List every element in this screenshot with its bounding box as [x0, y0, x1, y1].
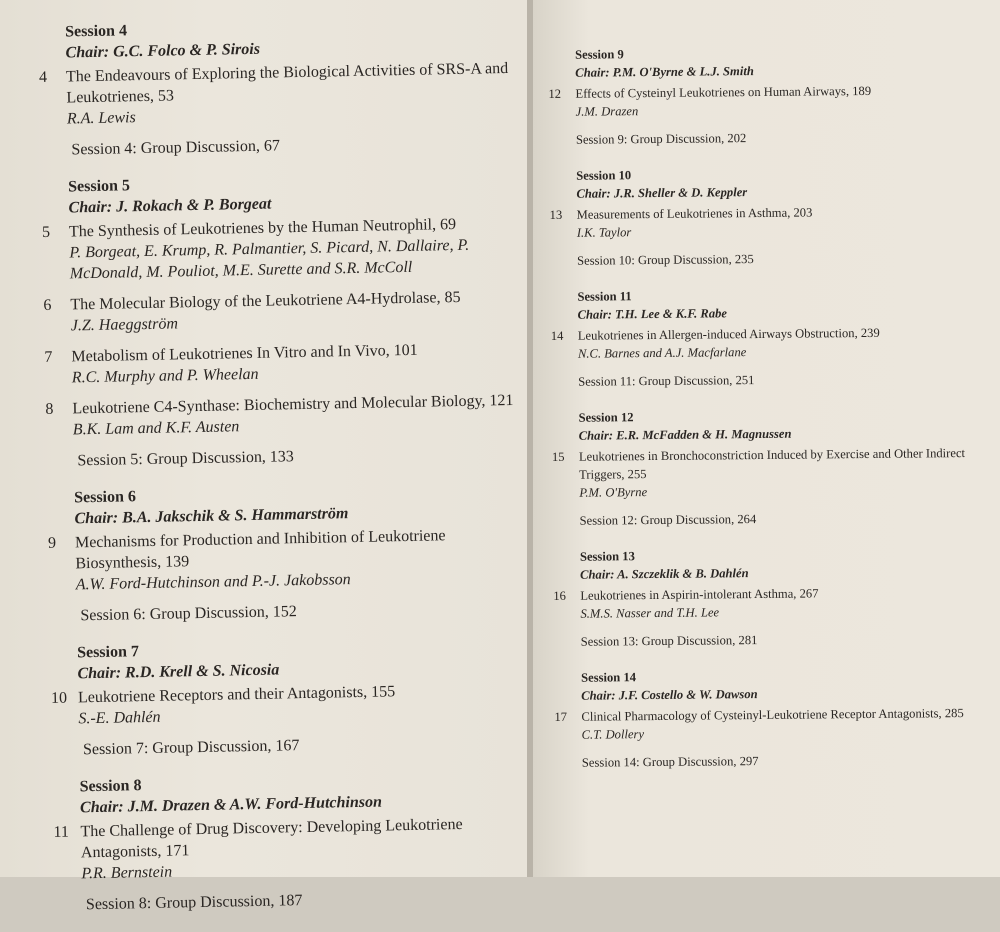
session-title: Session 4 — [65, 22, 128, 41]
chapter-number: 11 — [53, 823, 70, 841]
chapter-entry — [550, 202, 975, 242]
chapter-entry — [43, 286, 514, 337]
session-title: Session 14 — [580, 670, 637, 685]
chapter-entry — [548, 81, 973, 121]
session-block — [550, 284, 976, 391]
session-chair: Chair: P.M. O'Byrne & L.J. Smith — [575, 64, 754, 80]
session-title: Session 7 — [76, 643, 140, 662]
chapter-number: 17 — [554, 709, 568, 724]
chapter-entry — [45, 390, 516, 441]
group-discussion: Session 14: Group Discussion, 297 — [581, 754, 759, 770]
session-chair: Chair: J.M. Drazen & A.W. Ford-Hutchinson — [79, 793, 383, 817]
chapter-body — [70, 286, 514, 336]
chapter-entry — [552, 444, 977, 502]
chapter-authors: J.Z. Haeggström — [70, 315, 179, 335]
group-discussion: Session 11: Group Discussion, 251 — [578, 373, 755, 389]
session-title: Session 13 — [579, 549, 635, 564]
session-chair: Chair: B.A. Jakschik & S. Hammarström — [74, 505, 349, 528]
group-discussion: Session 6: Group Discussion, 152 — [80, 603, 297, 625]
session-block — [551, 405, 977, 530]
chapter-number: 10 — [50, 689, 68, 707]
chapter-body — [581, 704, 979, 744]
chapter-body — [75, 524, 519, 595]
session-title: Session 9 — [575, 47, 624, 62]
chapter-entry — [553, 583, 978, 623]
group-discussion: Session 7: Group Discussion, 167 — [82, 737, 300, 759]
chapter-number: 5 — [41, 223, 51, 241]
session-title: Session 8 — [79, 777, 142, 796]
chapter-number: 16 — [553, 588, 566, 603]
chapter-authors: N.C. Barnes and A.J. Macfarlane — [577, 345, 747, 361]
chapter-number: 13 — [549, 207, 563, 222]
chapter-entry — [44, 338, 515, 389]
session-title: Session 10 — [576, 168, 632, 183]
chapter-entry — [554, 704, 979, 744]
chapter-number: 4 — [38, 68, 48, 86]
session-chair: Chair: G.C. Folco & P. Sirois — [65, 40, 261, 62]
chapter-authors: P.M. O'Byrne — [579, 485, 648, 500]
chapter-title: Mechanisms for Production and Inhibition of Leukotriene Biosynthesis, 139 — [74, 527, 446, 573]
session-block — [41, 168, 517, 472]
chapter-title: Leukotriene Receptors and their Antagonists, 155 — [77, 683, 396, 707]
session-title: Session 6 — [73, 488, 137, 507]
chapter-authors: J.M. Drazen — [575, 104, 639, 119]
chapter-body — [575, 81, 973, 121]
chapter-body — [80, 813, 524, 884]
session-block — [38, 13, 511, 161]
chapter-authors: R.C. Murphy and P. Wheelan — [71, 365, 259, 387]
chapter-title: Leukotrienes in Allergen-induced Airways Obstruction, 239 — [577, 325, 880, 343]
session-chair: Chair: E.R. McFadden & H. Magnussen — [578, 426, 792, 443]
chapter-body — [580, 583, 978, 623]
session-chair: Chair: A. Szczeklik & B. Dahlén — [580, 566, 749, 582]
chapter-title: Measurements of Leukotrienes in Asthma, 203 — [576, 205, 813, 222]
session-block — [554, 665, 980, 772]
group-discussion: Session 10: Group Discussion, 235 — [576, 252, 754, 268]
chapter-number: 7 — [44, 348, 53, 366]
session-chair: Chair: J.F. Costello & W. Dawson — [581, 687, 758, 703]
chapter-title: The Challenge of Drug Discovery: Developing Leukotriene Antagonists, 171 — [80, 815, 463, 862]
chapter-body — [579, 444, 978, 502]
chapter-body — [66, 58, 510, 129]
chapter-title: Clinical Pharmacology of Cysteinyl-Leukotriene Receptor Antagonists, 285 — [581, 706, 964, 724]
session-chair: Chair: T.H. Lee & K.F. Rabe — [577, 306, 728, 322]
session-block — [548, 42, 974, 149]
session-chair: Chair: J.R. Sheller & D. Keppler — [576, 185, 748, 201]
chapter-number: 14 — [550, 328, 564, 343]
chapter-title: Effects of Cysteinyl Leukotrienes on Human Airways, 189 — [575, 83, 872, 101]
chapter-authors: B.K. Lam and K.F. Austen — [72, 418, 240, 439]
session-block — [47, 479, 520, 627]
chapter-number: 15 — [551, 449, 565, 464]
chapter-body — [577, 202, 975, 242]
chapter-authors: S.M.S. Nasser and T.H. Lee — [580, 605, 720, 621]
chapter-title: The Endeavours of Exploring the Biological Activities of SRS-A and Leukotrienes, 53 — [65, 59, 509, 107]
chapter-authors: A.W. Ford-Hutchinson and P.-J. Jakobsson — [75, 571, 351, 594]
chapter-title: Leukotrienes in Aspirin-intolerant Asthma, 267 — [580, 586, 819, 603]
group-discussion: Session 8: Group Discussion, 187 — [85, 892, 303, 914]
session-block — [50, 634, 522, 761]
chapter-title: Leukotriene C4-Synthase: Biochemistry and Molecular Biology, 121 — [72, 391, 514, 418]
chapter-authors: R.A. Lewis — [66, 109, 136, 128]
session-block — [553, 544, 979, 651]
chapter-body — [69, 213, 513, 284]
chapter-body — [71, 338, 515, 388]
chapter-number: 12 — [548, 86, 562, 101]
chapter-authors: S.-E. Dahlén — [78, 708, 161, 728]
chapter-title: Metabolism of Leukotrienes In Vitro and In Vivo, 101 — [71, 341, 418, 366]
chapter-entry — [551, 323, 976, 363]
session-block — [549, 163, 975, 270]
group-discussion: Session 12: Group Discussion, 264 — [579, 512, 757, 528]
right-column-contents — [548, 42, 980, 790]
group-discussion: Session 5: Group Discussion, 133 — [77, 448, 295, 470]
group-discussion: Session 9: Group Discussion, 202 — [575, 131, 747, 147]
chapter-number: 6 — [43, 296, 52, 314]
chapter-authors: I.K. Taylor — [576, 225, 632, 240]
group-discussion: Session 4: Group Discussion, 67 — [71, 137, 281, 159]
chapter-body — [72, 390, 516, 440]
session-title: Session 11 — [577, 289, 632, 304]
chapter-number: 9 — [47, 534, 57, 552]
chapter-entry — [42, 213, 513, 285]
chapter-entry — [51, 679, 522, 730]
chapter-entry — [48, 524, 519, 596]
chapter-number: 8 — [45, 400, 54, 418]
session-title: Session 5 — [68, 177, 131, 196]
chapter-entry — [39, 58, 510, 130]
session-block — [52, 768, 525, 916]
session-title: Session 12 — [578, 410, 634, 425]
chapter-authors: C.T. Dollery — [581, 727, 645, 742]
session-chair: Chair: J. Rokach & P. Borgeat — [68, 195, 272, 217]
chapter-title: Leukotrienes in Bronchoconstriction Induced by Exercise and Other Indirect Triggers, 255 — [578, 446, 966, 482]
session-chair: Chair: R.D. Krell & S. Nicosia — [77, 661, 280, 683]
chapter-body — [78, 679, 522, 729]
left-column-contents — [38, 13, 525, 932]
chapter-title: The Molecular Biology of the Leukotriene A4-Hydrolase, 85 — [70, 288, 461, 314]
chapter-authors: P. Borgeat, E. Krump, R. Palmantier, S. Picard, N. Dallaire, P. McDonald, M. Pouliot, M.E. Surette and S.R. McColl — [69, 236, 470, 283]
chapter-title: The Synthesis of Leukotrienes by the Human Neutrophil, 69 — [68, 216, 457, 241]
chapter-entry — [53, 813, 524, 885]
group-discussion: Session 13: Group Discussion, 281 — [580, 633, 758, 649]
chapter-authors: P.R. Bernstein — [81, 863, 173, 883]
chapter-body — [578, 323, 976, 363]
